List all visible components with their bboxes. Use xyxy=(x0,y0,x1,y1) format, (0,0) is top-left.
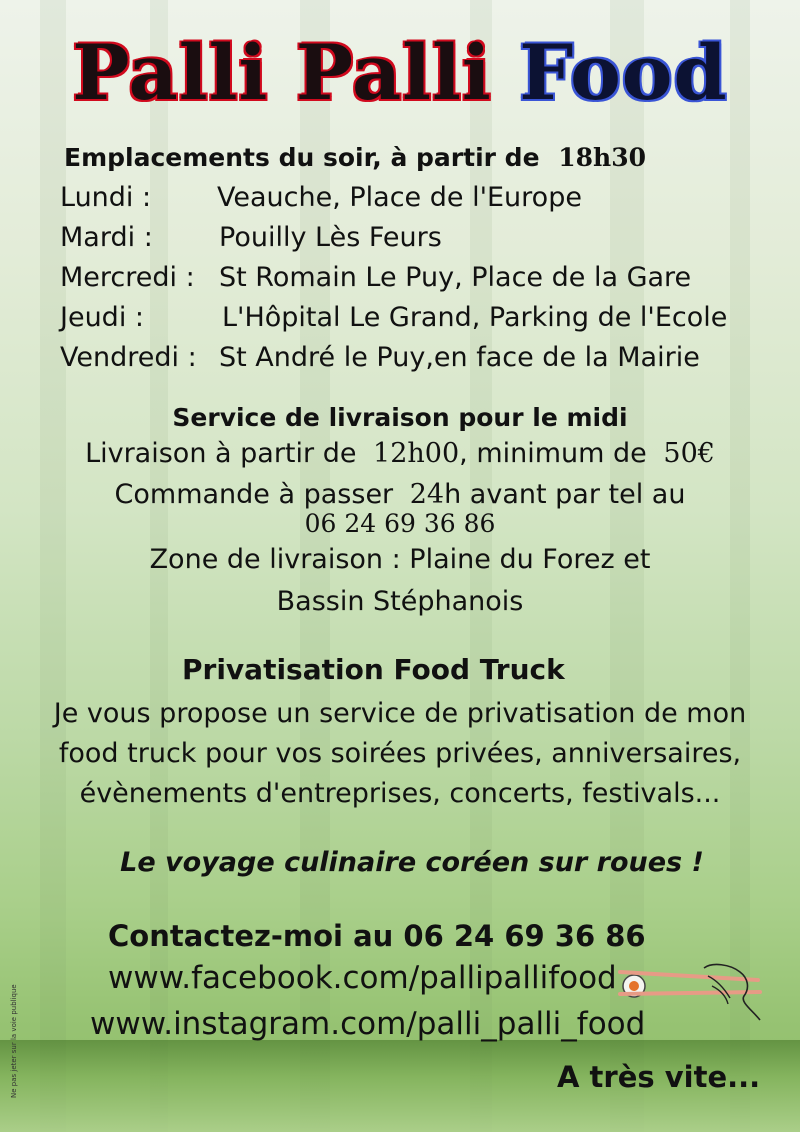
delivery-zone-line-2: Bassin Stéphanois xyxy=(276,586,524,617)
schedule-location: St André le Puy,en face de la Mairie xyxy=(219,342,700,373)
schedule-day: Jeudi : xyxy=(60,302,145,333)
delivery-line-1-text: Livraison à partir de xyxy=(85,438,357,469)
schedule-location: St Romain Le Puy, Place de la Gare xyxy=(219,262,692,293)
schedule-day: Vendredi : xyxy=(60,342,197,373)
evening-heading xyxy=(64,143,646,172)
chopsticks-icon xyxy=(612,958,772,1028)
schedule-day: Lundi : xyxy=(60,182,152,213)
slogan: Le voyage culinaire coréen sur roues ! xyxy=(120,847,704,878)
instagram-link[interactable]: www.instagram.com/palli_palli_food xyxy=(90,1006,646,1042)
delivery-line-1 xyxy=(0,438,800,469)
privatisation-heading: Privatisation Food Truck xyxy=(182,653,565,686)
privatisation-line: Je vous propose un service de privatisation de mon xyxy=(53,698,747,729)
closing-text: A très vite... xyxy=(557,1060,761,1094)
contact-phone: Contactez-moi au 06 24 69 36 86 xyxy=(108,919,646,953)
schedule-location: Veauche, Place de l'Europe xyxy=(217,182,582,213)
evening-heading-time: 18h30 xyxy=(558,143,647,172)
schedule-day: Mardi : xyxy=(60,222,153,253)
privatisation-line: évènements d'entreprises, concerts, festivals... xyxy=(79,778,721,809)
delivery-heading: Service de livraison pour le midi xyxy=(172,403,628,432)
delivery-line-1-mid: , minimum de xyxy=(459,438,647,469)
delivery-line-2-end: h avant par tel au xyxy=(444,479,686,510)
facebook-link[interactable]: www.facebook.com/pallipallifood xyxy=(108,960,617,996)
delivery-line-2 xyxy=(0,479,800,510)
side-note: Ne pas jeter sur la voie publique xyxy=(10,984,18,1098)
delivery-minimum-price: 50€ xyxy=(663,438,715,469)
title-part-blue: Food xyxy=(519,28,728,117)
delivery-time: 12h00 xyxy=(373,438,460,469)
schedule-location: Pouilly Lès Feurs xyxy=(219,222,442,253)
schedule-day: Mercredi : xyxy=(60,262,195,293)
delivery-hours: 24 xyxy=(409,479,445,510)
evening-heading-text: Emplacements du soir, à partir de xyxy=(64,143,540,172)
privatisation-line: food truck pour vos soirées privées, anniversaires, xyxy=(58,738,742,769)
delivery-line-2-text: Commande à passer xyxy=(114,479,394,510)
delivery-zone-line-1: Zone de livraison : Plaine du Forez et xyxy=(149,544,651,575)
delivery-phone: 06 24 69 36 86 xyxy=(304,509,496,538)
title-part-red: Palli Palli xyxy=(72,28,492,117)
schedule-location: L'Hôpital Le Grand, Parking de l'Ecole xyxy=(222,302,728,333)
page-title xyxy=(0,28,800,117)
